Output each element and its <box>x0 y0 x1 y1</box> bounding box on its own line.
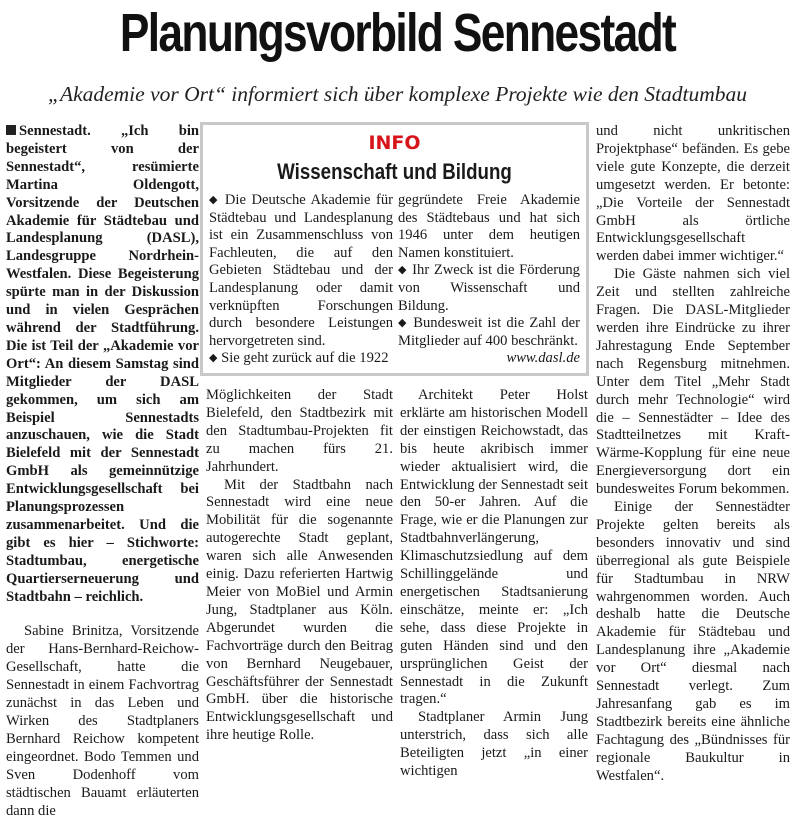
info-bullet: ◆ Ihr Zweck ist die Förderung von Wissenschaft und Bildung. <box>398 262 580 314</box>
article-column-3 <box>400 387 588 781</box>
article-column-1 <box>6 123 199 820</box>
info-bullet: ◆ Bundesweit ist die Zahl der Mitglieder auf 400 beschränkt. www.dasl.de <box>398 315 580 367</box>
info-bullet: ◆ Die Deutsche Akademie für Städtebau und Landesplanung ist ein Zusammenschluss von Fachleuten, die auf den Gebieten Städtebau und der Landesplanung oder damit verknüpften Forschungen durch besondere Leistungen hervorgetreten sind. <box>209 192 393 349</box>
paragraph: Mit der Stadtbahn nach Sennestadt wird eine neue Mobilität für die sogenannte autogerechte Stadt geplant, waren sich alle Anwesenden einig. Dazu referierten Hartwig Meier von MoBiel und Armin Jung, Stadtplaner aus Köln. Abgerundet wurden die Fachvorträge durch den Beitrag von Bernhard Neugebauer, Geschäftsführer der Sennestadt GmbH. über die historische Entwicklungsgesellschaft und ihre heutige Rolle. <box>206 476 393 744</box>
info-text: gegründete Freie Akademie des Städtebaus und hat sich 1946 unter dem heutigen Namen konstituiert. <box>398 192 580 261</box>
info-box <box>200 122 589 376</box>
paragraph: Möglichkeiten der Stadt Bielefeld, den Stadtbezirk mit den Stadtumbau-Projekten fit zu machen fürs 21. Jahrhundert. <box>206 387 393 475</box>
paragraph: Einige der Sennestädter Projekte gelten bereits als besonders innovativ und sind überregional als gute Beispiele für Stadtumbau in NRW wahrgenommen worden. Auch deshalb hatte die Deutsche Akademie für Städtebau und Landesplanung ihre „Akademie vor Ort“ diesmal nach Sennestadt verlegt. Zum Jahresanfang gab es im Stadtbezirk bereits eine ähnliche Fachtagung des „Bündnisses für regionale Baukultur in Westfalen“. <box>596 499 790 784</box>
info-bullet: ◆ Sie geht zurück auf die 1922 <box>209 350 389 367</box>
paragraph: Die Gäste nahmen sich viel Zeit und stellten zahlreiche Fragen. Die DASL-Mitglieder werden ihre Eindrücke zu ihrer Jahrestagung Ende September nach Regensburg mitnehmen. Unter dem Titel „Mehr Stadt durch mehr Technologie“ wird die – Sennestädter – Idee des Stadtteilnetzes mit Kraft-Wärme-Kopplung für eine neue Energieversorgung dort ein bundesweites Forum bekommen. <box>596 266 790 498</box>
paragraph: Sabine Brinitza, Vorsitzende der Hans-Bernhard-Reichow-Gesellschaft, hatte die Sennestadt in einem Fachvortrag zunächst in das Leben und Wirken des Stadtplaners Bernhard Reichow kompetent eingeordnet. Bodo Temmen und Sven Dodenhoff vom städtischen Bauamt erläuterten dann die <box>6 623 199 819</box>
article-column-4 <box>596 123 790 786</box>
headline: Planungsvorbild Sennestadt <box>119 3 676 63</box>
paragraph: Stadtplaner Armin Jung unterstrich, dass sich alle Beteiligten jetzt „in einer wichtigen <box>400 709 588 780</box>
diamond-bullet-icon: ◆ <box>398 317 409 330</box>
lead-text: Sennestadt. „Ich bin begeistert von der Sennestadt“, resümierte Martina Oldengott, Vorsitzende der Deutschen Akademie für Städtebau und Landesplanung (DASL), Landesgruppe Nordrhein-Westfalen. Diese Begeisterung spürte man in der Diskussion und in vielen Gesprächen während der Stadtführung. Die ist Teil der „Akademie vor Ort“: An diesem Samstag sind Mitglieder der DASL gekommen, um sich am Beispiel Sennestadts anzuschauen, wie die Stadt Bielefeld mit der Sennestadt GmbH als gemeinnützige Entwicklungsgesellschaft bei Planungsprozessen zusammenarbeitet. Und die gibt es hier – Stichworte: Stadtumbau, energetische Quartierserneuerung und Stadtbahn – reichlich. <box>6 123 199 605</box>
subheadline: „Akademie vor Ort“ informiert sich über komplexe Projekte wie den Stadtumbau <box>47 82 747 106</box>
lead-paragraph <box>6 123 199 606</box>
website-link[interactable]: www.dasl.de <box>506 350 580 367</box>
diamond-bullet-icon: ◆ <box>209 194 220 206</box>
diamond-bullet-icon: ◆ <box>209 352 218 365</box>
paragraph: Architekt Peter Holst erklärte am historischen Modell der einstigen Reichowstadt, das bis heute akribisch immer wieder aktualisiert wird, die Entwicklung der Sennestadt seit den 50-er Jahren. Auf die Frage, wie er die Planungen zur Stadtbahnverlängerung, Klimaschutzsiedlung auf dem Schillinggelände und energetischen Stadtsanierung einschätze, meinte er: „Ich sehe, dass diese Projekte in guten Händen sind und den ursprünglichen Geist der Sennestadt in die Zukunft tragen.“ <box>400 387 588 708</box>
square-bullet-icon <box>6 125 16 135</box>
info-label: INFO <box>368 132 421 154</box>
paragraph: und nicht unkritischen Projektphase“ befänden. Es gebe viele gute Konzepte, die derzeit umgesetzt werden. Er betonte: „Die Vorteile der Sennestadt GmbH als örtliche Entwicklungsgesellschaft werden dabei immer wichtiger.“ <box>596 123 790 265</box>
diamond-bullet-icon: ◆ <box>398 264 408 277</box>
info-title: Wissenschaft und Bildung <box>277 159 512 184</box>
article-column-2 <box>206 387 393 745</box>
info-column-1 <box>209 192 393 368</box>
info-column-2 <box>398 192 580 368</box>
